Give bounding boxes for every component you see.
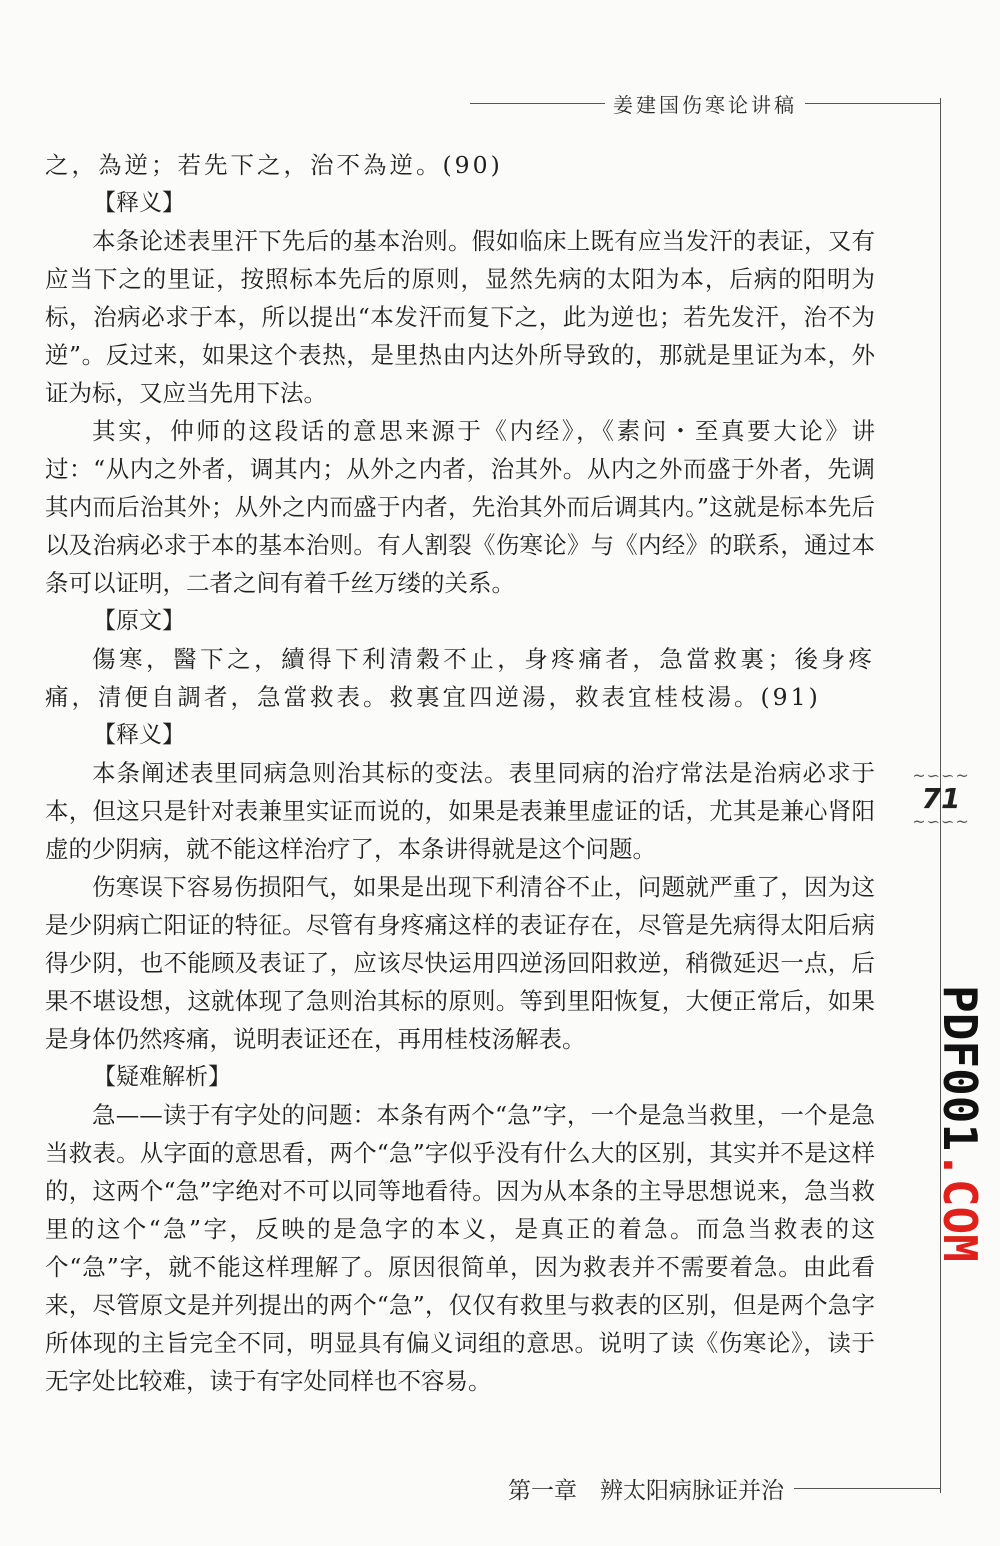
section-heading: 【原文】	[93, 608, 185, 634]
paragraph: 本条论述表里汗下先后的基本治则。假如临床上既有应当发汗的表证，又有应当下之的里证，按照标本先后的原则，显然先病的太阳为本，后病的阳明为标，治病必求于本，所以提出“本发汗而复下之，此为逆也；若先发汗，治不为逆”。反过来，如果这个表热，是里热由内达外所导致的，那就是里证为本，外证为标，又应当先用下法。	[45, 227, 875, 407]
running-header	[470, 88, 940, 118]
paragraph: 伤寒误下容易伤损阳气，如果是出现下利清谷不止，问题就严重了，因为这是少阴病亡阳证的特征。尽管有身疼痛这样的表证存在，尽管是先病得太阳后病得少阴，也不能顾及表证了，应该尽快运用四逆汤回阳救逆，稍微延迟一点，后果不堪设想，这就体现了急则治其标的原则。等到里阳恢复，大便正常后，如果是身体仍然疼痛，说明表证还在，再用桂枝汤解表。	[45, 873, 875, 1053]
section-heading: 【释义】	[93, 722, 185, 748]
header-rule-right	[805, 103, 940, 104]
paragraph: 急——读于有字处的问题：本条有两个“急”字，一个是急当救里，一个是急当救表。从字面的意思看，两个“急”字似乎没有什么大的区别，其实并不是这样的，这两个“急”字绝对不可以同等地看待。因为从本条的主导思想说来，急当救里的这个“急”字，反映的是急字的本义，是真正的着急。而急当救表的这个“急”字，就不能这样理解了。原因很简单，因为救表并不需要着急。由此看来，尽管原文是并列提出的两个“急”，仅仅有救里与救表的区别，但是两个急字所体现的主旨完全不同，明显具有偏义词组的意思。说明了读《伤寒论》，读于无字处比较难，读于有字处同样也不容易。	[45, 1101, 875, 1395]
ornament-bottom: ~∽∽~	[912, 812, 970, 831]
running-footer	[508, 1470, 940, 1506]
book-title: 姜建国伤寒论讲稿	[613, 92, 797, 117]
paragraph: 其实，仲师的这段话的意思来源于《内经》，《素问・至真要大论》讲过：“从内之外者，调其内；从外之内者，治其外。从内之外而盛于外者，先调其内而后治其外；从外之内而盛于内者，先治其外而后调其内。”这就是标本先后以及治病必求于本的基本治则。有人割裂《伤寒论》与《内经》的联系，通过本条可以证明，二者之间有着千丝万缕的关系。	[45, 417, 875, 597]
section-heading: 【释义】	[93, 190, 185, 216]
ornament-top: ~∽∽~	[912, 766, 970, 785]
watermark	[930, 985, 990, 1262]
page-number-badge	[900, 768, 982, 832]
section-heading: 【疑难解析】	[93, 1064, 231, 1090]
footer-rule	[794, 1488, 940, 1489]
original-text: 之，為逆；若先下之，治不為逆。(90)	[45, 151, 503, 179]
watermark-main: PDF001	[933, 985, 987, 1152]
page-number: 71	[921, 782, 961, 815]
chapter-title: 第一章 辨太阳病脉证并治	[508, 1477, 784, 1504]
watermark-domain: .COM	[933, 1151, 987, 1262]
page-body	[45, 146, 875, 1400]
header-rule-left	[470, 103, 605, 104]
original-text: 傷寒，醫下之，續得下利清穀不止，身疼痛者，急當救裏；後身疼痛，清便自調者，急當救表。救裏宜四逆湯，救表宜桂枝湯。(91)	[45, 645, 875, 711]
paragraph: 本条阐述表里同病急则治其标的变法。表里同病的治疗常法是治病必求于本，但这只是针对表兼里实证而说的，如果是表兼里虚证的话，尤其是兼心肾阳虚的少阴病，就不能这样治疗了，本条讲得就是这个问题。	[45, 759, 875, 863]
